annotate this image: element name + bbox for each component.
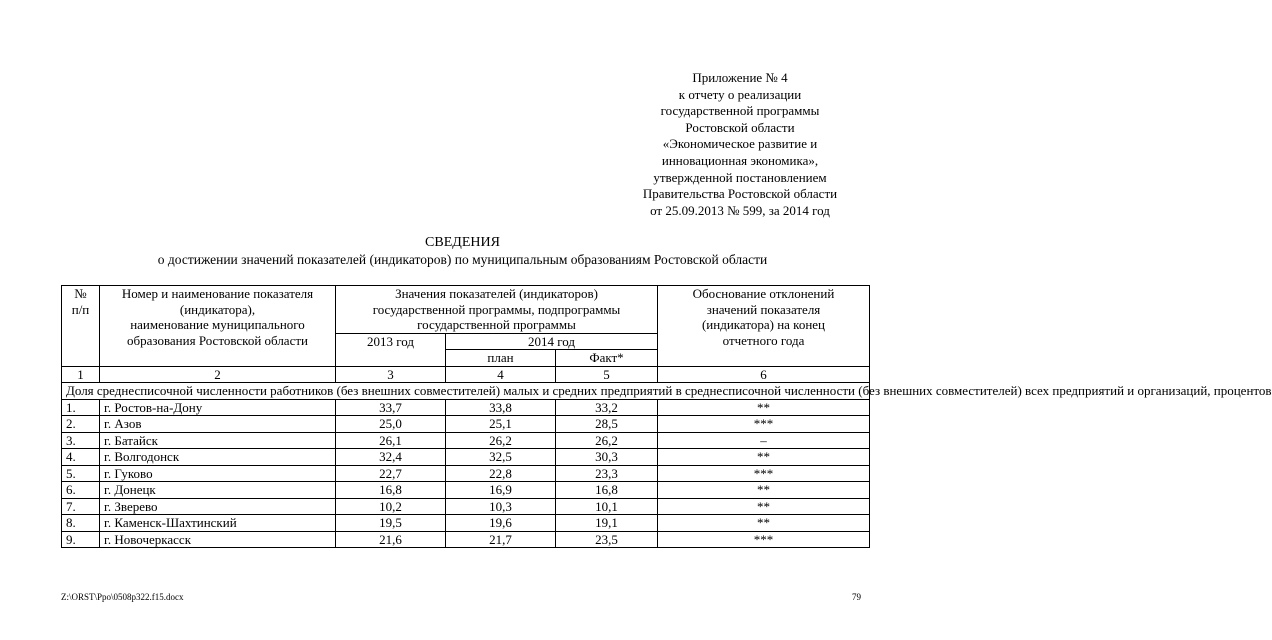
table-row	[62, 531, 870, 548]
table-row	[62, 449, 870, 466]
appendix-line: «Экономическое развитие и	[662, 136, 818, 152]
deviation-note: **	[658, 482, 870, 499]
value-2013: 25,0	[336, 416, 446, 433]
value-2013: 21,6	[336, 531, 446, 548]
appendix-line: от 25.09.2013 № 599, за 2014 год	[650, 202, 830, 218]
header-year-2013: 2013 год	[336, 333, 446, 366]
deviation-note: **	[658, 449, 870, 466]
value-2013: 22,7	[336, 465, 446, 482]
header-values: Значения показателей (индикаторов) государственной программы, подпрограммы государственной программы	[336, 286, 658, 334]
column-numbers-row	[62, 366, 870, 383]
column-number: 5	[556, 366, 658, 383]
value-2013: 32,4	[336, 449, 446, 466]
value-fact-2014: 19,1	[556, 515, 658, 532]
municipality-name: г. Новочеркасск	[100, 531, 336, 548]
row-number: 8.	[62, 515, 100, 532]
value-fact-2014: 28,5	[556, 416, 658, 433]
deviation-note: ***	[658, 465, 870, 482]
row-number: 2.	[62, 416, 100, 433]
municipality-name: г. Каменск-Шахтинский	[100, 515, 336, 532]
deviation-note: **	[658, 498, 870, 515]
deviation-note: ***	[658, 416, 870, 433]
header-year-2014: 2014 год	[446, 333, 658, 350]
value-fact-2014: 26,2	[556, 432, 658, 449]
footer-page-number: 79	[852, 592, 861, 602]
document-heading	[60, 234, 865, 268]
municipality-name: г. Азов	[100, 416, 336, 433]
header-name: Номер и наименование показателя (индикатора), наименование муниципального образования Ростовской области	[100, 286, 336, 367]
table-row	[62, 515, 870, 532]
document-subtitle: о достижении значений показателей (индикаторов) по муниципальным образованиям Ростовской области	[157, 252, 768, 267]
municipality-name: г. Зверево	[100, 498, 336, 515]
value-plan-2014: 25,1	[446, 416, 556, 433]
row-number: 9.	[62, 531, 100, 548]
value-fact-2014: 23,3	[556, 465, 658, 482]
value-2013: 16,8	[336, 482, 446, 499]
value-fact-2014: 23,5	[556, 531, 658, 548]
header-row	[62, 286, 870, 334]
deviation-note: –	[658, 432, 870, 449]
deviation-note: **	[658, 515, 870, 532]
value-plan-2014: 32,5	[446, 449, 556, 466]
value-plan-2014: 33,8	[446, 399, 556, 416]
appendix-block	[610, 70, 870, 219]
value-plan-2014: 22,8	[446, 465, 556, 482]
value-fact-2014: 30,3	[556, 449, 658, 466]
table-row	[62, 498, 870, 515]
value-plan-2014: 19,6	[446, 515, 556, 532]
appendix-line: утвержденной постановлением	[653, 169, 827, 185]
municipality-name: г. Гуково	[100, 465, 336, 482]
deviation-note: ***	[658, 531, 870, 548]
column-number: 1	[62, 366, 100, 383]
table-row	[62, 432, 870, 449]
document-title: СВЕДЕНИЯ	[425, 235, 500, 250]
footer-file-path: Z:\ORST\Ppo\0508p322.f15.docx	[61, 592, 184, 602]
column-number: 6	[658, 366, 870, 383]
header-plan: план	[446, 350, 556, 367]
section-title: Доля среднесписочной численности работников (без внешних совместителей) малых и средних предприятий в среднесписочной численности (без внешних совместителей) всех предприятий и организаций, процентов	[62, 383, 870, 400]
value-2013: 26,1	[336, 432, 446, 449]
table-row	[62, 416, 870, 433]
row-number: 6.	[62, 482, 100, 499]
municipality-name: г. Донецк	[100, 482, 336, 499]
value-plan-2014: 10,3	[446, 498, 556, 515]
column-number: 3	[336, 366, 446, 383]
municipality-name: г. Волгодонск	[100, 449, 336, 466]
appendix-line: инновационная экономика»,	[661, 152, 819, 168]
indicators-table	[61, 285, 1272, 548]
row-number: 5.	[62, 465, 100, 482]
section-row	[62, 383, 870, 400]
deviation-note: **	[658, 399, 870, 416]
value-2013: 10,2	[336, 498, 446, 515]
municipality-name: г. Ростов-на-Дону	[100, 399, 336, 416]
column-number: 2	[100, 366, 336, 383]
header-reason: Обоснование отклонений значений показателя (индикатора) на конец отчетного года	[658, 286, 870, 367]
table-row	[62, 482, 870, 499]
value-plan-2014: 16,9	[446, 482, 556, 499]
column-number: 4	[446, 366, 556, 383]
appendix-line: государственной программы	[660, 103, 820, 119]
value-fact-2014: 33,2	[556, 399, 658, 416]
row-number: 3.	[62, 432, 100, 449]
header-fact: Факт*	[556, 350, 658, 367]
value-fact-2014: 10,1	[556, 498, 658, 515]
row-number: 4.	[62, 449, 100, 466]
value-2013: 19,5	[336, 515, 446, 532]
value-fact-2014: 16,8	[556, 482, 658, 499]
municipality-name: г. Батайск	[100, 432, 336, 449]
appendix-line: к отчету о реализации	[678, 86, 802, 102]
value-plan-2014: 26,2	[446, 432, 556, 449]
header-num: № п/п	[62, 286, 100, 367]
appendix-line: Ростовской области	[685, 119, 795, 135]
table-row	[62, 399, 870, 416]
value-plan-2014: 21,7	[446, 531, 556, 548]
table-row	[62, 465, 870, 482]
value-2013: 33,7	[336, 399, 446, 416]
appendix-line: Приложение № 4	[692, 70, 788, 85]
row-number: 7.	[62, 498, 100, 515]
appendix-line: Правительства Ростовской области	[642, 186, 838, 202]
row-number: 1.	[62, 399, 100, 416]
